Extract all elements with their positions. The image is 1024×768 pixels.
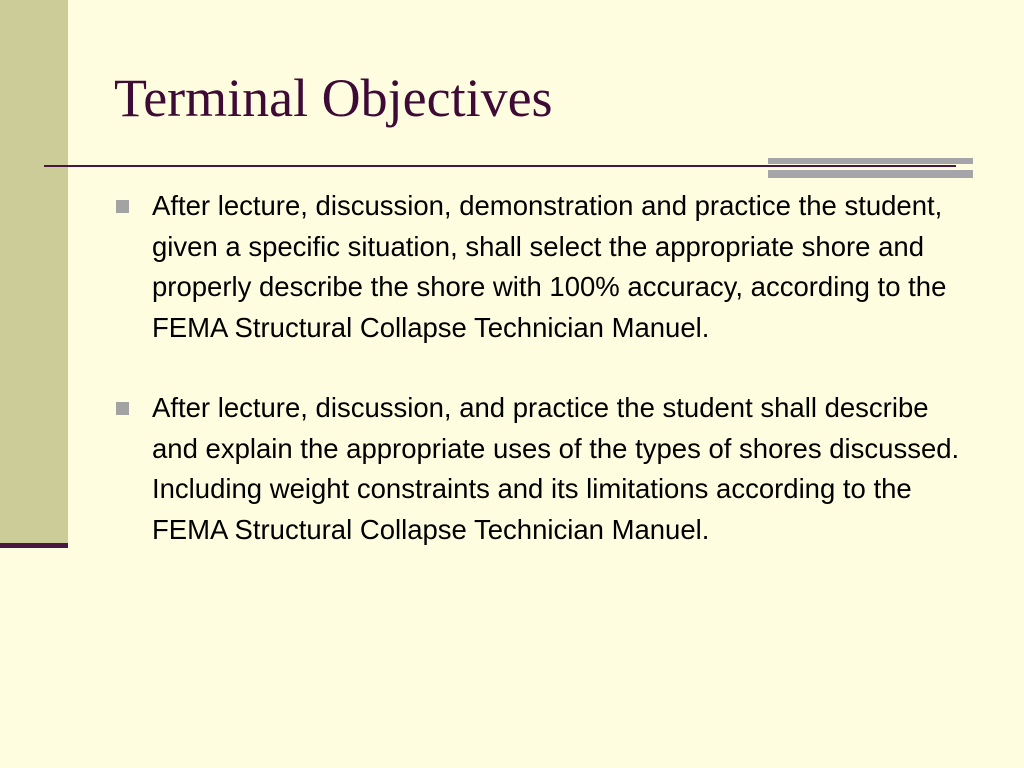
left-decorative-band — [0, 0, 68, 546]
bullet-item-2 — [116, 388, 976, 550]
bullet-text-2: After lecture, discussion, and practice the student shall describe and explain the appropriate uses of the types of shores discussed. Including weight constraints and its limitations according to the FEMA Structural Collapse Technician Manuel. — [152, 392, 960, 545]
bullet-item-1 — [116, 186, 976, 348]
square-bullet-icon — [116, 402, 129, 415]
bullet-text-1: After lecture, discussion, demonstration and practice the student, given a specific situation, shall select the appropriate shore and properly describe the shore with 100% accuracy, according to the FEMA Structural Collapse Technician Manuel. — [152, 190, 947, 343]
slide-title: Terminal Objectives — [114, 68, 553, 128]
accent-bar-top — [768, 158, 973, 164]
accent-bar-bottom — [768, 170, 973, 178]
title-divider-line — [44, 165, 956, 167]
square-bullet-icon — [116, 200, 129, 213]
bullet-list — [116, 186, 976, 590]
left-band-rule — [0, 543, 68, 548]
